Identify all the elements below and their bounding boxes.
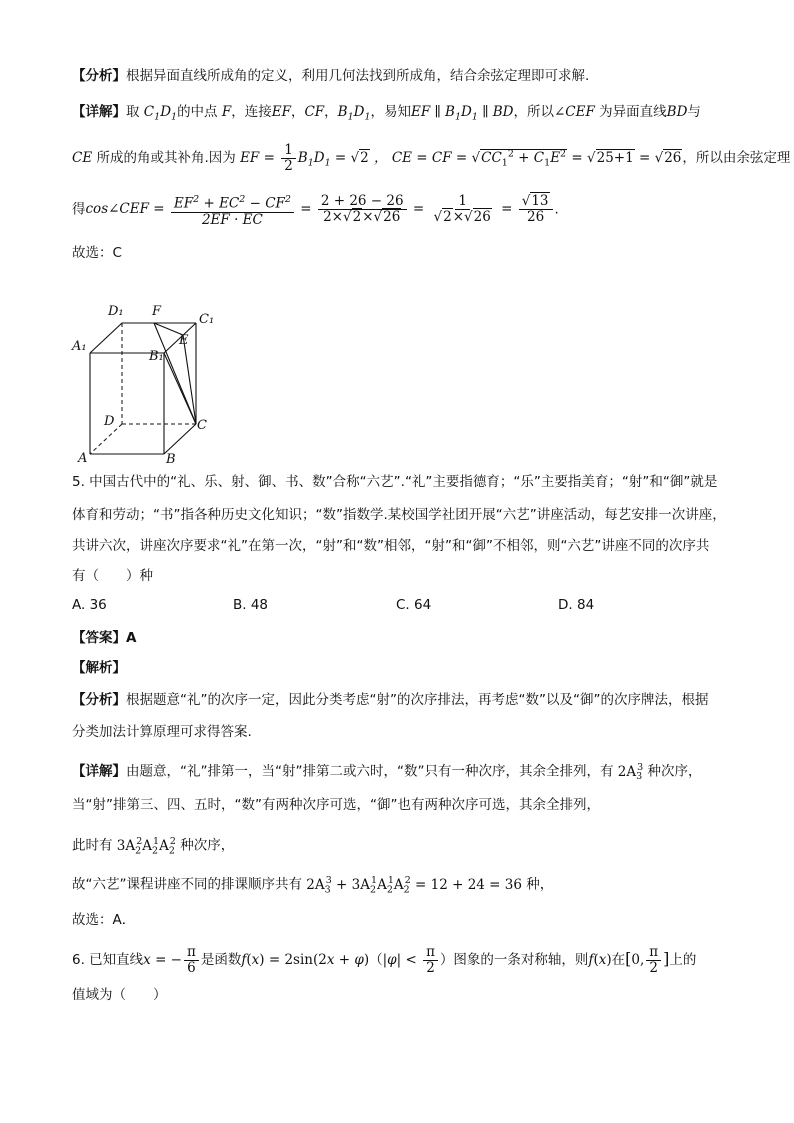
detail2-line-2: 当“射”排第三、四、五时，“数”有两种次序可选，“御”也有两种次序可选，其余全排列， [72,797,600,813]
math-interval: [ [625,949,632,968]
math-b1d1: $B_1D_1$ [337,104,371,123]
detail-text: 与 [687,104,701,120]
analysis2-line-2: 分类加法计算原理可求得答案. [72,724,252,740]
option-b: B. 48 [233,597,269,613]
detail2-line-3 [72,832,734,861]
detail2-text: 种次序， [180,837,235,854]
q6-text: ）图象的一条对称轴，则 [439,952,589,968]
q6-line-1 [72,945,734,976]
analysis2-line-1 [72,690,734,710]
q6-line-2: 值域为（ ） [72,987,167,1003]
detail2-text: 此时有 [72,837,113,854]
q5-line-4: 有（ ）种 [72,568,153,584]
detail-text: 得 [72,201,86,218]
q6-text: 是函数 [200,952,242,968]
math-f: F [217,104,232,120]
analysis2-text-1: 根据题意“礼”的次序一定，因此分类考虑“射”的次序排法，再考虑“数”以及“御”的次序牌法，根据 [126,692,709,708]
jiexi-tag: 【解析】 [72,660,126,676]
detail-line-2 [72,142,791,174]
math-cos-expr: cos∠CEF = $\frac{EF^2 + EC^2 - CF^2}{2EF \cdot EC}$ = $\frac{2 + 26 - 26}{2\times√2\times√26}$ = $\frac{1}{√2\times√26}$ = $\frac{√13}{26}$ [86,201,555,217]
q6-text: 在 [611,952,626,968]
label-a1: A₁ [72,339,87,354]
math-fx-def: (x) = 2sin(2x + φ) [246,952,370,968]
detail2-text: 种， [526,876,554,893]
detail2-text: 故“六艺”课程讲座不同的排课顺序共有 [72,876,302,893]
q6-text: 6. 已知直线 [72,952,144,968]
detail-text: ，连接 [231,104,272,120]
detail-tag: 【详解】 [72,104,126,120]
answer-select-1: 故选：C [72,245,122,261]
label-f: F [152,304,162,319]
detail-line-1: 【详解】取 $C_1D_1$的中点 F，连接EF，CF，$B_1D_1$，易知EF ∥ $B_1D_1$ ∥ BD，所以∠CEF 为异面直线BD与 [72,104,701,123]
math-3a21a21a22: $3A_2^2A_2^1A_2^2$ [112,836,176,857]
label-c: C [197,418,207,433]
detail2-tag: 【详解】 [72,763,126,780]
math-total: $2A_3^3 + 3A_2^1A_2^1A_2^2 = 12 + 24 = 36$ [302,875,527,896]
answer-select-2: 故选：A． [72,912,136,928]
detail-text: 所成的角或其补角.因为 [96,150,236,166]
math-fx2: f(x) [588,952,612,968]
q6-text: （ [369,952,383,968]
label-b1: B₁ [149,349,164,364]
math-bd: BD [666,104,688,120]
math-c1d1: $C_1D_1$ [143,104,178,123]
detail-text: . [554,201,559,218]
math-2a33: $2A_3^3$ [613,762,644,783]
detail2-line-4 [72,871,734,900]
label-c1: C₁ [199,312,215,327]
detail2-line-1 [72,758,734,787]
detail2-text: 由题意，“礼”排第一，当“射”排第二或六时，“数”只有一种次序，其余全排列，有 [126,763,614,780]
detail2-text: 种次序， [647,763,702,780]
detail-text: 的中点 [177,104,218,120]
q5-line-1: 5. 中国古代中的“礼、乐、射、御、书、数”合称“六艺”.“礼”主要指德育；“乐”主要指美育；“射”和“御”就是 [72,474,718,490]
detail-text: ，所以 [513,104,554,120]
math-cf: CF [304,104,325,120]
detail-text: ，易知 [370,104,412,120]
label-d1: D₁ [108,304,124,319]
edge-b-c [164,424,196,454]
math-interval-close: ] [663,949,670,968]
detail-text: ，所以由余弦定理 [682,150,791,166]
math-ce: CE [72,150,93,166]
math-parallel: EF ∥ $B_1D_1$ ∥ BD [411,104,514,123]
math-phi-cond: |φ| < $\frac{\pi}{2}$ [383,952,440,968]
math-ef-eq: EF = $\frac{1}{2}$ $B_1D_1 = √2$ ， CE = CF = $√CC_1^2 + C_1E^2 = √25+1 = √26$ [240,142,682,174]
q5-line-3: 共讲六次，讲座次序要求“礼”在第一次，“射”和“数”相邻，“射”和“御”不相邻，则“六艺”讲座不同的次序共 [72,538,710,554]
math-x-eq: x = − $\frac{\pi}{6}$ [143,952,201,968]
q5-line-2: 体育和劳动；“书”指各种历史文化知识；“数”指数学.某校国学社团开展“六艺”讲座活动，每艺安排一次讲座， [72,507,726,523]
analysis-line [72,66,734,86]
option-d: D. 84 [558,597,595,613]
math-interval-inner: 0, $\frac{\pi}{2}$ [631,952,663,968]
analysis-tag: 【分析】 [72,68,126,84]
prism-figure [70,296,230,468]
cos-label: cos∠CEF = [85,201,165,218]
detail-line-3 [72,192,734,228]
math-fx: f [241,952,247,968]
math-segments: EF [271,104,291,120]
label-a: A [78,451,88,466]
analysis-text: 根据异面直线所成角的定义，利用几何法找到所成角，结合余弦定理即可求解. [126,68,590,84]
analysis2-tag: 【分析】 [72,692,126,708]
answer-tag: 【答案】A [72,630,137,646]
detail-text: 取 [126,104,140,120]
label-e: E [179,333,189,348]
label-b: B [166,452,176,467]
q6-text: 上的 [669,952,697,968]
edge-a1-d1 [90,323,122,353]
detail-text: 为异面直线 [599,104,667,120]
option-c: C. 64 [396,597,432,613]
label-d: D [104,414,115,429]
option-a: A. 36 [72,597,107,613]
math-angle-cef: ∠CEF [553,104,595,120]
